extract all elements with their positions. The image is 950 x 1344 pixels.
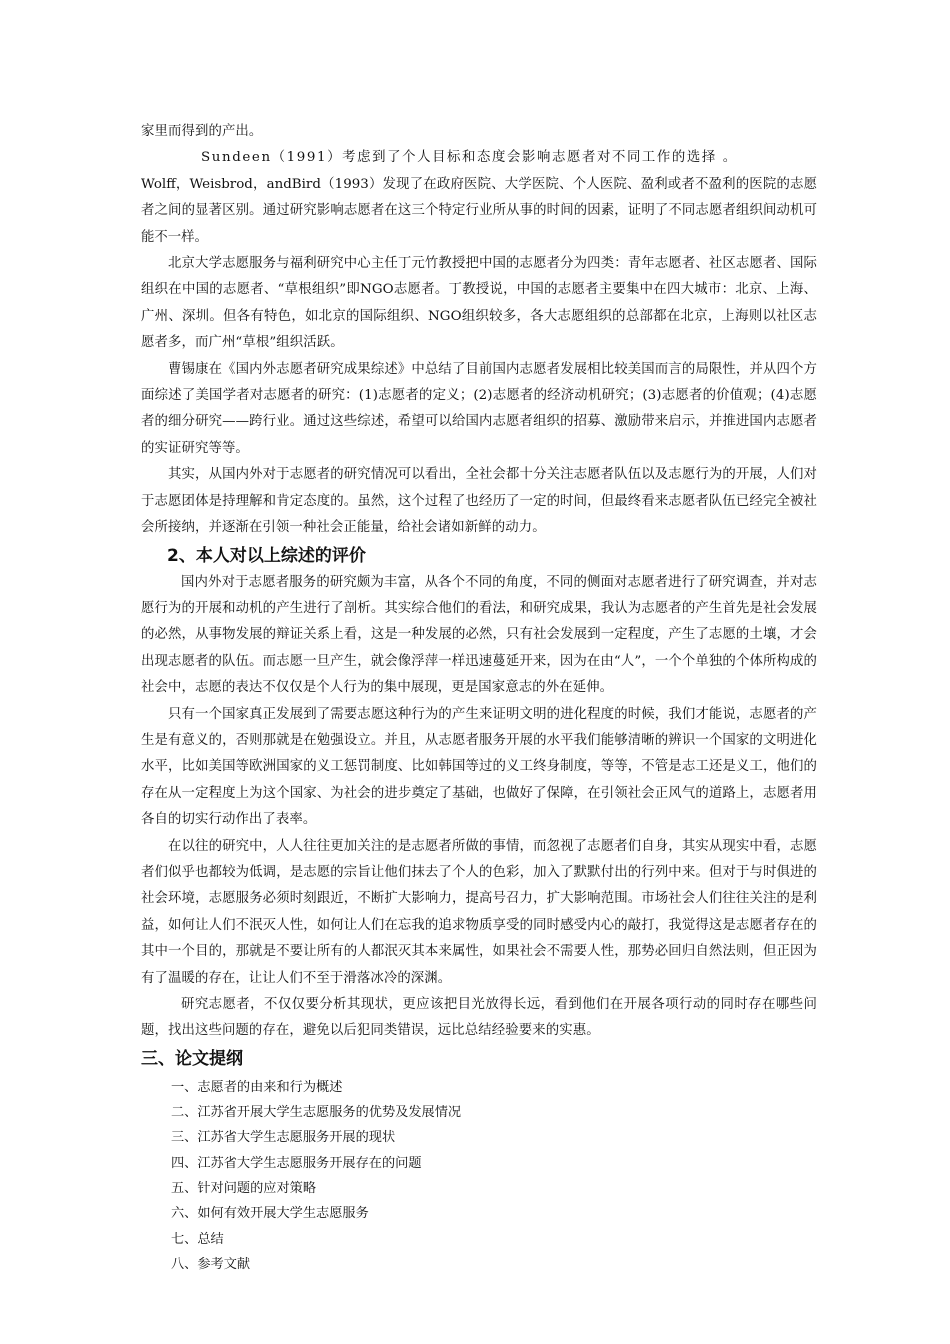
paragraph-sundeen: Sundeen（1991）考虑到了个人目标和态度会影响志愿者对不同工作的选择 。: [201, 150, 738, 166]
outline-item: 四、江苏省大学生志愿服务开展存在的问题: [171, 1155, 422, 1171]
document-page: [141, 119, 817, 1277]
paragraph-ding-yuanzhu: 北京大学志愿服务与福利研究中心主任丁元竹教授把中国的志愿者分为四类：青年志愿者、社区志愿者、国际组织在中国的志愿者、“草根组织”即NGO志愿者。丁教授说，中国的志愿者主要集中在四大城市：北京、上海、广州、深圳。但各有特色，如北京的国际组织、NGO组织较多，各大志愿组织的总部都在北京，上海则以社区志愿者多，而广州“草根”组织活跃。: [141, 256, 817, 351]
outline-list: [141, 1075, 817, 1277]
paragraph-evaluation-3: 在以往的研究中，人人往往更加关注的是志愿者所做的事情，而忽视了志愿者们自身，其实从现实中看，志愿者们似乎也都较为低调，是志愿的宗旨让他们抹去了个人的色彩，加入了默默付出的行列中来。但对于与时俱进的社会环境，志愿服务必须时刻跟近，不断扩大影响力，提高号召力，扩大影响范围。市场社会人们往往关注的是利益，如何让人们不泯灭人性，如何让人们在忘我的追求物质享受的同时感受内心的敲打，我觉得这是志愿者存在的其中一个目的，那就是不要让所有的人都泯灭其本来属性，如果社会不需要人性，那势必回归自然法则，但正因为有了温暖的存在，让让人们不至于滑落冰冷的深渊。: [141, 838, 817, 986]
outline-item: 三、江苏省大学生志愿服务开展的现状: [171, 1130, 396, 1146]
outline-item: 一、志愿者的由来和行为概述: [171, 1079, 343, 1095]
paragraph-continuation: 家里而得到的产出。: [141, 124, 263, 139]
paragraph-evaluation-2: 只有一个国家真正发展到了需要志愿这种行为的产生来证明文明的进化程度的时候，我们才能说，志愿者的产生是有意义的，否则那就是在勉强设立。并且，从志愿者服务开展的水平我们能够清晰的辨识一个国家的文明进化水平，比如美国等欧洲国家的义工惩罚制度、比如韩国等过的义工终身制度，等等，不管是志工还是义工，他们的存在从一定程度上为这个国家、为社会的进步奠定了基础，也做好了保障，在引领社会正风气的道路上，志愿者用各自的切实行动作出了表率。: [141, 706, 817, 828]
paragraph-evaluation-1: 国内外对于志愿者服务的研究颇为丰富，从各个不同的角度，不同的侧面对志愿者进行了研究调查，并对志愿行为的开展和动机的产生进行了剖析。其实综合他们的看法，和研究成果，我认为志愿者的产生首先是社会发展的必然，从事物发展的辩证关系上看，这是一种发展的必然，只有社会发展到一定程度，产生了志愿的土壤，才会出现志愿者的队伍。而志愿一旦产生，就会像浮萍一样迅速蔓延开来，因为在由“人”，一个个单独的个体所构成的社会中，志愿的表达不仅仅是个人行为的集中展现，更是国家意志的外在延伸。: [141, 574, 817, 696]
outline-item: 二、江苏省开展大学生志愿服务的优势及发展情况: [171, 1105, 462, 1121]
paragraph-summary: 其实，从国内外对于志愿者的研究情况可以看出，全社会都十分关注志愿者队伍以及志愿行为的开展，人们对于志愿团体是持理解和肯定态度的。虽然，这个过程了也经历了一定的时间，但最终看来志愿者队伍已经完全被社会所接纳，并逐渐在引领一种社会正能量，给社会诸如新鲜的动力。: [141, 467, 817, 536]
paragraph-cao-xikang: 曹锡康在《国内外志愿者研究成果综述》中总结了目前国内志愿者发展相比较美国而言的局限性，并从四个方面综述了美国学者对志愿者的研究：(1)志愿者的定义；(2)志愿者的经济动机研究；(3)志愿者的价值观；(4)志愿者的细分研究——跨行业。通过这些综述，希望可以给国内志愿者组织的招募、激励带来启示，并推进国内志愿者的实证研究等等。: [141, 361, 817, 456]
outline-item: 五、针对问题的应对策略: [171, 1181, 317, 1196]
outline-item: 七、总结: [171, 1231, 224, 1247]
paragraph-wolff: Wolff，Weisbrod，andBird（1993）发现了在政府医院、大学医院、个人医院、盈利或者不盈利的医院的志愿者之间的显著区别。通过研究影响志愿者在这三个特定行业所从事的时间的因素，证明了不同志愿者组织间动机可能不一样。: [141, 176, 817, 245]
outline-item: 八、参考文献: [171, 1256, 251, 1272]
section-heading-outline: 三、论文提纲: [141, 1048, 243, 1069]
section-heading-evaluation: 2、本人对以上综述的评价: [167, 545, 366, 566]
paragraph-evaluation-4: 研究志愿者，不仅仅要分析其现状，更应该把目光放得长远，看到他们在开展各项行动的同时存在哪些问题，找出这些问题的存在，避免以后犯同类错误，远比总结经验要来的实惠。: [141, 997, 817, 1039]
outline-item: 六、如何有效开展大学生志愿服务: [171, 1206, 369, 1222]
